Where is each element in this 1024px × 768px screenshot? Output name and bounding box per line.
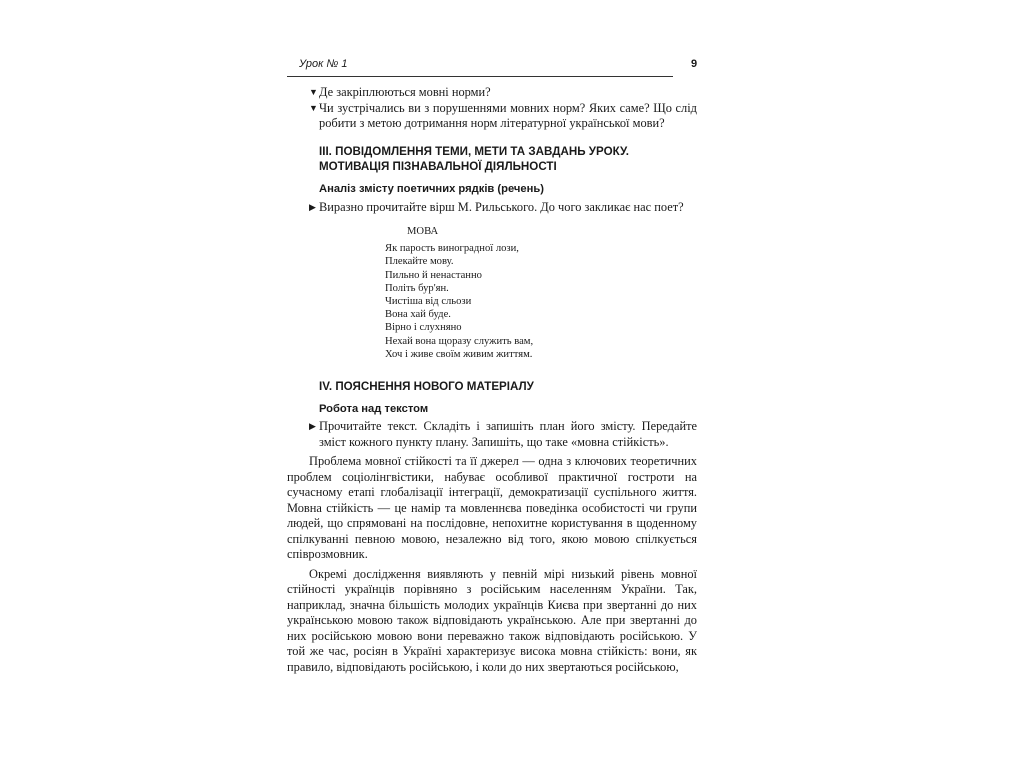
- body-paragraph: Проблема мовної стійкості та її джерел — одна з ключових теоретичних проблем соціолінгвістики, набуває особливої практичної гостроти на сучасному етапі глобалізації інтеграції, демократизації суспільного життя. Мовна стійкість — це намір та мовленнєва поведінка особистості чи групи людей, що спрямовані на послідовне, непохитне користування в щоденному спілкуванні певною мовою, незалежно від того, якою мовою спілкується співрозмовник.: [287, 454, 697, 562]
- body-paragraph: Окремі дослідження виявляють у певній мірі низький рівень мовної стійності українців порівняно з російським населенням України. Так, наприклад, значна більшість молодих українців Києва при звертанні до них українською мовою також відповідають українською. Але при звертанні до них російською мовою вони переважно також відповідають російською. У той же час, росіян в Україні характеризує висока мовна стійкість: вони, як правило, відповідають російською, і коли до них звертаються російською,: [287, 566, 697, 674]
- subheading: Аналіз змісту поетичних рядків (речень): [319, 182, 544, 195]
- question-text: Де закріплюються мовні норми?: [319, 85, 491, 99]
- poem-line: Нехай вона щоразу служить вам,: [385, 335, 534, 347]
- running-header: [287, 56, 698, 77]
- poem: [287, 225, 699, 361]
- poem-line: Політь бур'ян.: [385, 282, 449, 294]
- question-item: [287, 101, 697, 132]
- poem-line: Хоч і живе своїм живим життям.: [385, 348, 533, 360]
- section-heading: III. ПОВІДОМЛЕННЯ ТЕМИ, МЕТИ ТА ЗАВДАНЬ УРОКУ. МОТИВАЦІЯ ПІЗНАВАЛЬНОЇ ДІЯЛЬНОСТІ: [319, 144, 629, 173]
- task-text: Виразно прочитайте вірш М. Рильського. До чого закликає нас поет?: [319, 199, 684, 214]
- task-item: [287, 200, 697, 216]
- task-text: Прочитайте текст. Складіть і запишіть план його змісту. Передайте зміст кожного пункту плану. Запишіть, що таке «мовна стійкість».: [319, 419, 697, 449]
- triangle-down-icon: ▼: [309, 102, 318, 113]
- triangle-right-icon: ▶: [309, 201, 316, 212]
- question-item: [287, 85, 697, 101]
- task-item: [287, 419, 697, 450]
- lesson-title: Урок № 1: [299, 58, 348, 70]
- subheading: Робота над текстом: [319, 403, 429, 416]
- poem-line: Чистіша від сльози: [385, 296, 472, 308]
- poem-line: Як парость виноградної лози,: [385, 243, 519, 255]
- poem-line: Плекайте мову.: [385, 256, 454, 268]
- section-heading: IV. ПОЯСНЕННЯ НОВОГО МАТЕРІАЛУ: [319, 380, 534, 394]
- document-page: [287, 56, 699, 675]
- poem-line: Пильно й ненастанно: [385, 269, 482, 281]
- triangle-right-icon: ▶: [309, 421, 316, 432]
- poem-line: Вірно і слухняно: [385, 322, 462, 334]
- poem-line: Вона хай буде.: [385, 309, 451, 321]
- question-text: Чи зустрічались ви з порушеннями мовних норм? Яких саме? Що слід робити з метою дотримання норм літературної української мови?: [319, 100, 697, 130]
- triangle-down-icon: ▼: [309, 87, 318, 97]
- page-number: 9: [691, 58, 698, 70]
- poem-title: МОВА: [407, 226, 439, 237]
